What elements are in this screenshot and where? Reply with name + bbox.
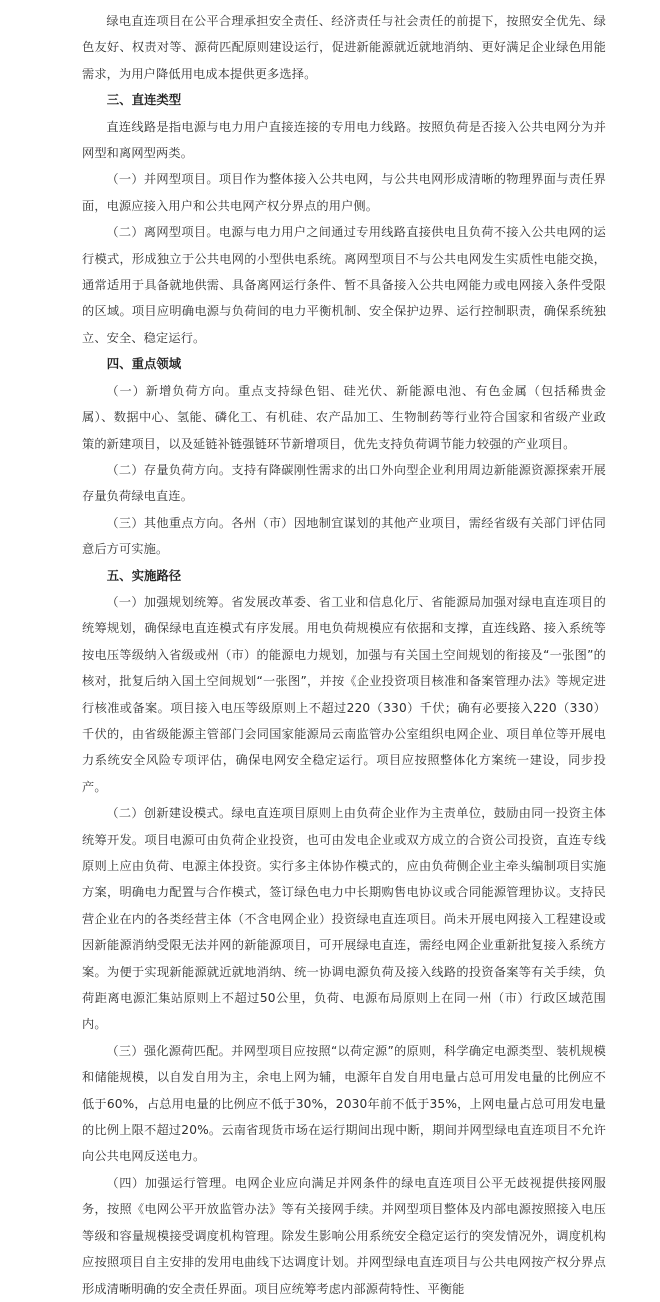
off-grid-type-paragraph: （二）离网型项目。电源与电力用户之间通过专用线路直接供电且负荷不接入公共电网的运行模式，形成独立于公共电网的小型供电系统。离网型项目不与公共电网发生实质性电能交换，通常适用于具备就地供需、具备离网运行条件、暂不具备接入公共电网能力或电网接入条件受限的区域。项目应明确电源与负荷间的电力平衡机制、安全保护边界、运行控制职责，确保系统独立、安全、稳定运行。	[82, 225, 606, 345]
section-3-intro-paragraph: 直连线路是指电源与电力用户直接连接的专用电力线路。按照负荷是否接入公共电网分为并网型和离网型两类。	[82, 119, 606, 161]
construction-mode-paragraph: （二）创新建设模式。绿电直连项目原则上由负荷企业作为主责单位，鼓励由同一投资主体统筹开发。项目电源可由负荷企业投资，也可由发电企业或双方成立的合资公司投资，直连专线原则上应由负荷、电源主体投资。实行多主体协作模式的，应由负荷侧企业主牵头编制项目实施方案，明确电力配置与合作模式，签订绿色电力中长期购售电协议或合同能源管理协议。支持民营企业在内的各类经营主体（不含电网企业）投资绿电直连项目。尚未开展电网接入工程建设或因新能源消纳受限无法并网的新能源项目，可开展绿电直连，需经电网企业重新批复接入系统方案。为便于实现新能源就近就地消纳、统一协调电源负荷及接入线路的投资备案等有关手续，负荷距离电源汇集站原则上不超过50公里，负荷、电源布局原则上在同一州（市）行政区域范围内。	[82, 806, 606, 1032]
other-direction-paragraph: （三）其他重点方向。各州（市）因地制宜谋划的其他产业项目，需经省级有关部门评估同意后方可实施。	[82, 515, 606, 557]
intro-paragraph: 绿电直连项目在公平合理承担安全责任、经济责任与社会责任的前提下，按照安全优先、绿色友好、权责对等、源荷匹配原则建设运行，促进新能源就近就地消纳、更好满足企业绿色用能需求，为用户降低用电成本提供更多选择。	[82, 14, 606, 81]
planning-paragraph: （一）加强规划统筹。省发展改革委、省工业和信息化厅、省能源局加强对绿电直连项目的统筹规划，确保绿电直连模式有序发展。用电负荷规模应有依据和支撑，直连线路、接入系统等按电压等级纳入省级或州（市）的能源电力规划，加强与有关国土空间规划的衔接及“一张图”的核对，批复后纳入国土空间规划“一张图”，并按《企业投资项目核准和备案管理办法》等规定进行核准或备案。项目接入电压等级原则上不超过220（330）千伏；确有必要接入220（330）千伏的，由省级能源主管部门会同国家能源局云南监管办公室组织电网企业、项目单位等开展电力系统安全风险专项评估，确保电网安全稳定运行。项目应按照整体化方案统一建设，同步投产。	[82, 594, 606, 794]
section-3-heading: 三、直连类型	[106, 92, 182, 108]
section-5-heading: 五、实施路径	[106, 567, 182, 583]
section-4-heading: 四、重点领域	[106, 356, 182, 372]
source-load-matching-paragraph: （三）强化源荷匹配。并网型项目应按照“以荷定源”的原则，科学确定电源类型、装机规模和储能规模，以自发自用为主，余电上网为辅，电源年自发自用电量占总可用发电量的比例应不低于60%，占总用电量的比例应不低于30%，2030年前不低于35%，上网电量占总可用发电量的比例上限不超过20%。云南省现货市场在运行期间出现中断，期间并网型绿电直连项目不允许向公共电网反送电力。	[82, 1043, 606, 1164]
grid-connected-type-paragraph: （一）并网型项目。项目作为整体接入公共电网，与公共电网形成清晰的物理界面与责任界面，电源应接入用户和公共电网产权分界点的用户侧。	[82, 172, 606, 213]
new-load-direction-paragraph: （一）新增负荷方向。重点支持绿色铝、硅光伏、新能源电池、有色金属（包括稀贵金属）、数据中心、氢能、磷化工、有机硅、农产品加工、生物制药等行业符合国家和省级产业政策的新建项目，以及延链补链强链环节新增项目，优先支持负荷调节能力较强的产业项目。	[82, 383, 606, 451]
existing-load-direction-paragraph: （二）存量负荷方向。支持有降碳刚性需求的出口外向型企业利用周边新能源资源探索开展存量负荷绿电直连。	[82, 462, 606, 504]
operation-management-paragraph: （四）加强运行管理。电网企业应向满足并网条件的绿电直连项目公平无歧视提供接网服务，按照《电网公平开放监管办法》等有关接网手续。并网型项目整体及内部电源按照接入电压等级和容量规模接受调度机构管理。除发生影响公用系统安全稳定运行的突发情况外，调度机构应按照项目自主安排的发用电曲线下达调度计划。并网型绿电直连项目与公共电网按产权分界点形成清晰明确的安全责任界面。项目应统筹考虑内部源荷特性、平衡能	[82, 1175, 606, 1296]
